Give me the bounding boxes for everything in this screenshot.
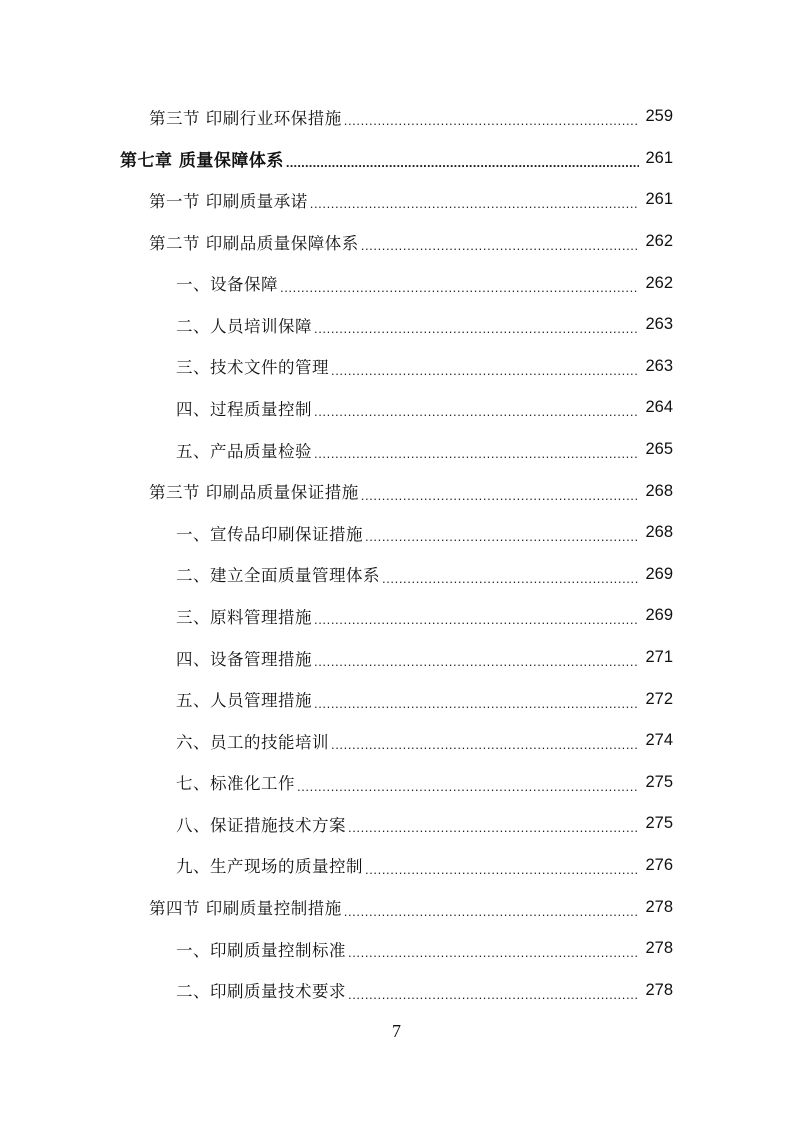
toc-subsection-entry bbox=[0, 928, 793, 970]
toc-entry-title: 九、生产现场的质量控制 bbox=[176, 857, 363, 877]
toc-entry-page: 275 bbox=[645, 814, 673, 833]
toc-dot-leader bbox=[382, 571, 639, 586]
toc-entry-title: 八、保证措施技术方案 bbox=[176, 815, 346, 835]
toc-subsection-entry bbox=[0, 554, 793, 596]
toc-subsection-entry bbox=[0, 803, 793, 845]
toc-subsection-entry bbox=[0, 262, 793, 304]
toc-subsection-entry bbox=[0, 304, 793, 346]
toc-entry-title: 二、印刷质量技术要求 bbox=[176, 982, 346, 1002]
toc-dot-leader bbox=[314, 321, 639, 336]
toc-section-entry bbox=[0, 470, 793, 512]
toc-entry-title: 二、人员培训保障 bbox=[176, 316, 312, 336]
toc-subsection-entry bbox=[0, 969, 793, 1011]
toc-subsection-entry bbox=[0, 637, 793, 679]
toc-dot-leader bbox=[365, 862, 639, 877]
toc-section-entry bbox=[0, 886, 793, 928]
toc-entry-page: 274 bbox=[645, 731, 673, 750]
toc-section-entry bbox=[0, 96, 793, 138]
toc-entry-title: 第三节 印刷品质量保证措施 bbox=[149, 483, 359, 503]
toc-dot-leader bbox=[314, 696, 639, 711]
toc-entry-page: 263 bbox=[645, 315, 673, 334]
toc-section-entry bbox=[0, 221, 793, 263]
toc-entry-page: 275 bbox=[645, 772, 673, 791]
toc-subsection-entry bbox=[0, 762, 793, 804]
toc-dot-leader bbox=[314, 612, 639, 627]
toc-entry-page: 272 bbox=[645, 689, 673, 708]
toc-entry-title: 五、人员管理措施 bbox=[176, 691, 312, 711]
page-number: 7 bbox=[392, 1021, 401, 1041]
toc-section-entry bbox=[0, 179, 793, 221]
toc-dot-leader bbox=[280, 280, 639, 295]
toc-dot-leader bbox=[331, 363, 639, 378]
toc-entry-page: 259 bbox=[645, 107, 673, 126]
toc-dot-leader bbox=[310, 196, 639, 211]
toc-entry-page: 264 bbox=[645, 398, 673, 417]
toc-entry-page: 262 bbox=[645, 232, 673, 251]
toc-subsection-entry bbox=[0, 387, 793, 429]
toc-entry-title: 六、员工的技能培训 bbox=[176, 732, 329, 752]
toc-entry-page: 269 bbox=[645, 606, 673, 625]
toc-entry-page: 265 bbox=[645, 440, 673, 459]
toc-dot-leader bbox=[365, 529, 639, 544]
toc-entry-title: 第三节 印刷行业环保措施 bbox=[149, 108, 342, 128]
toc-chapter-entry bbox=[0, 138, 793, 180]
toc-subsection-entry bbox=[0, 845, 793, 887]
toc-dot-leader bbox=[361, 488, 639, 503]
toc-dot-leader bbox=[348, 945, 639, 960]
toc-dot-leader bbox=[348, 987, 639, 1002]
toc-dot-leader bbox=[344, 904, 639, 919]
toc-entry-title: 七、标准化工作 bbox=[176, 774, 295, 794]
toc-dot-leader bbox=[314, 654, 639, 669]
toc-dot-leader bbox=[297, 779, 639, 794]
toc-entry-title: 第七章 质量保障体系 bbox=[120, 150, 284, 171]
toc-dot-leader bbox=[361, 238, 639, 253]
toc-entry-page: 271 bbox=[645, 648, 673, 667]
toc-entry-page: 268 bbox=[645, 523, 673, 542]
toc-subsection-entry bbox=[0, 429, 793, 471]
toc-entry-title: 四、过程质量控制 bbox=[176, 399, 312, 419]
toc-entry-page: 278 bbox=[645, 980, 673, 999]
toc-entry-page: 262 bbox=[645, 273, 673, 292]
toc-entry-page: 278 bbox=[645, 897, 673, 916]
toc-subsection-entry bbox=[0, 678, 793, 720]
toc-entry-title: 第一节 印刷质量承诺 bbox=[149, 191, 308, 211]
toc-entry-title: 第二节 印刷品质量保障体系 bbox=[149, 233, 359, 253]
toc-subsection-entry bbox=[0, 346, 793, 388]
toc-entry-title: 三、技术文件的管理 bbox=[176, 358, 329, 378]
toc-dot-leader bbox=[314, 446, 639, 461]
toc-entry-page: 269 bbox=[645, 564, 673, 583]
toc-entry-title: 一、印刷质量控制标准 bbox=[176, 940, 346, 960]
toc-subsection-entry bbox=[0, 512, 793, 554]
toc-entry-page: 261 bbox=[645, 148, 673, 167]
toc-dot-leader bbox=[314, 404, 639, 419]
toc-entry-title: 四、设备管理措施 bbox=[176, 649, 312, 669]
toc-dot-leader bbox=[331, 737, 639, 752]
toc-entry-page: 261 bbox=[645, 190, 673, 209]
toc-entry-title: 三、原料管理措施 bbox=[176, 607, 312, 627]
toc-entry-title: 一、宣传品印刷保证措施 bbox=[176, 524, 363, 544]
toc-entry-title: 二、建立全面质量管理体系 bbox=[176, 566, 380, 586]
toc-dot-leader bbox=[348, 820, 639, 835]
toc-dot-leader bbox=[344, 113, 639, 128]
toc-subsection-entry bbox=[0, 720, 793, 762]
toc-dot-leader bbox=[286, 155, 639, 170]
toc-entry-title: 一、设备保障 bbox=[176, 275, 278, 295]
toc-entry-title: 第四节 印刷质量控制措施 bbox=[149, 899, 342, 919]
toc-entry-page: 263 bbox=[645, 356, 673, 375]
toc-entry-page: 276 bbox=[645, 855, 673, 874]
toc-subsection-entry bbox=[0, 595, 793, 637]
toc-entry-title: 五、产品质量检验 bbox=[176, 441, 312, 461]
toc-entry-page: 268 bbox=[645, 481, 673, 500]
table-of-contents bbox=[0, 96, 793, 1011]
toc-entry-page: 278 bbox=[645, 939, 673, 958]
